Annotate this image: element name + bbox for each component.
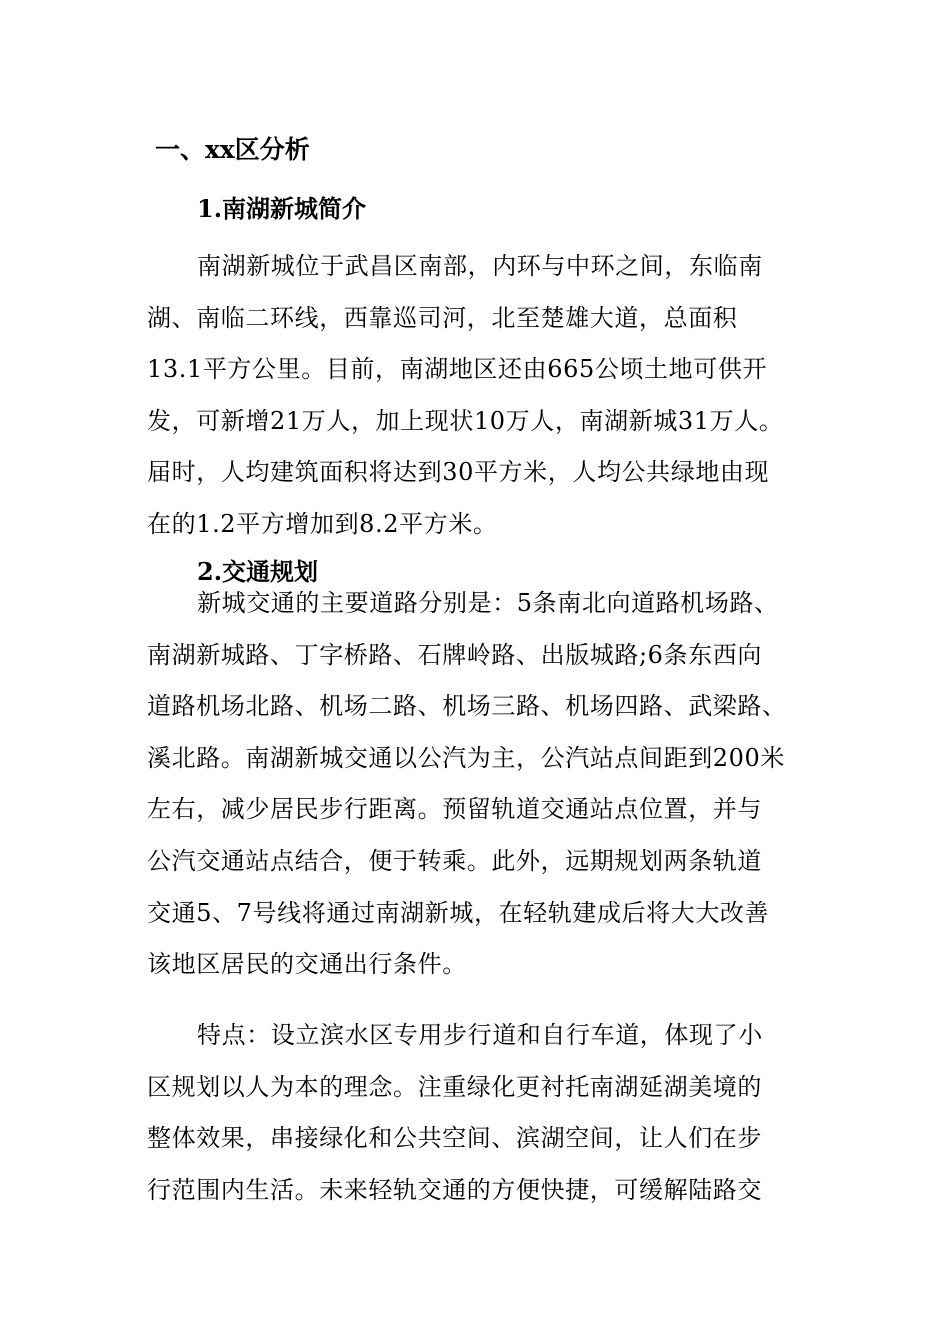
section-heading-intro: 1.南湖新城简介 (197, 194, 367, 223)
text-line: 届时，人均建筑面积将达到30平方米，人均公共绿地由现 (147, 458, 770, 487)
text-line: 南湖新城路、丁字桥路、石牌岭路、出版城路;6条东西向 (147, 640, 762, 669)
text-line: 南湖新城位于武昌区南部，内环与中环之间，东临南 (197, 252, 763, 280)
paragraph-traffic-features (147, 1010, 817, 1216)
text-line: 交通5、7号线将通过南湖新城，在轻轨建成后将大大改善 (147, 898, 770, 927)
text-line: 区规划以人为本的理念。注重绿化更衬托南湖延湖美境的 (147, 1072, 762, 1101)
main-heading: 一、xx区分析 (155, 135, 310, 164)
text-line: 湖、南临二环线，西靠巡司河，北至楚雄大道，总面积 (147, 303, 738, 332)
text-line: 该地区居民的交通出行条件。 (147, 950, 467, 979)
section-heading-traffic: 2.交通规划 (197, 557, 319, 586)
text-line: 在的1.2平方增加到8.2平方米。 (147, 509, 498, 538)
text-line: 发，可新增21万人，加上现状10万人，南湖新城31万人。 (147, 406, 784, 435)
paragraph-traffic-roads (147, 578, 817, 991)
text-line: 左右，减少居民步行距离。预留轨道交通站点位置，并与 (147, 795, 762, 824)
text-line: 道路机场北路、机场二路、机场三路、机场四路、武梁路、 (147, 692, 787, 721)
text-line: 13.1平方公里。目前，南湖地区还由665公顷土地可供开 (147, 355, 768, 384)
text-line: 公汽交通站点结合，便于转乘。此外，远期规划两条轨道 (147, 846, 762, 875)
text-line: 整体效果，串接绿化和公共空间、滨湖空间，让人们在步 (147, 1124, 762, 1153)
text-line: 溪北路。南湖新城交通以公汽为主，公汽站点间距到200米 (147, 743, 786, 772)
paragraph-intro (147, 241, 817, 551)
text-line: 特点：设立滨水区专用步行道和自行车道，体现了小 (197, 1021, 763, 1049)
text-line: 行范围内生活。未来轻轨交通的方便快捷，可缓解陆路交 (147, 1175, 762, 1204)
text-line: 新城交通的主要道路分别是：5条南北向道路机场路、 (197, 589, 779, 617)
